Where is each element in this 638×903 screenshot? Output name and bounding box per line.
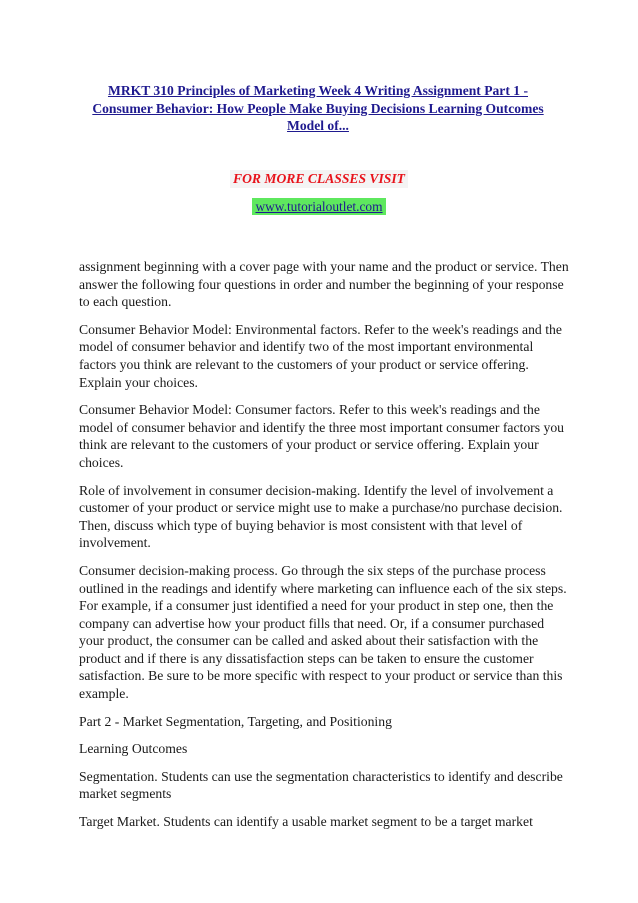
promo-heading-row xyxy=(0,170,638,188)
paragraph-involvement: Role of involvement in consumer decision-making. Identify the level of involvement a customer of your product or service might use to make a purchase/no purchase decision. Then, discuss which type of buying behavior is most consistent with that level of involvement. xyxy=(79,482,563,551)
paragraph-intro: assignment beginning with a cover page with your name and the product or service. Then answer the following four questions in order and number the beginning of your response to each question. xyxy=(79,259,569,310)
paragraph-environmental-factors: Consumer Behavior Model: Environmental factors. Refer to the week's readings and the model of consumer behavior and identify two of the most important environmental factors you think are relevant to the customers of your product or service offering. Explain your choices. xyxy=(79,321,562,390)
promo-heading: FOR MORE CLASSES VISIT xyxy=(230,170,408,188)
promo-link-row xyxy=(0,198,638,216)
paragraph-part-2-heading: Part 2 - Market Segmentation, Targeting, and Positioning xyxy=(79,713,392,729)
paragraph-consumer-factors: Consumer Behavior Model: Consumer factors. Refer to this week's readings and the model of consumer behavior and identify the three most important consumer factors you think are relevant to the customers of your product or service offering. Explain your choices. xyxy=(79,402,565,470)
document-title[interactable]: MRKT 310 Principles of Marketing Week 4 Writing Assignment Part 1 - Consumer Behavior: How People Make Buying Decisions Learning Outcomes Model of... xyxy=(92,83,544,133)
paragraph-decision-process: Consumer decision-making process. Go through the six steps of the purchase process outlined in the readings and identify where marketing can influence each of the six steps. For example, if a consumer just identified a need for your product in step one, then the company can advertise how your product fills that need. Or, if a consumer purchased your product, the consumer can be called and asked about their satisfaction with the product and if there is any dissatisfaction steps can be taken to ensure the customer satisfaction. Be sure to be more specific with respect to your product or service than this example. xyxy=(79,562,567,702)
paragraph-segmentation: Segmentation. Students can use the segmentation characteristics to identify and describe market segments xyxy=(79,768,563,802)
paragraph-learning-outcomes: Learning Outcomes xyxy=(79,741,188,757)
promo-link[interactable]: www.tutorialoutlet.com xyxy=(252,198,385,215)
paragraph-target-market: Target Market. Students can identify a usable market segment to be a target market xyxy=(79,814,533,830)
document-body xyxy=(79,258,569,841)
